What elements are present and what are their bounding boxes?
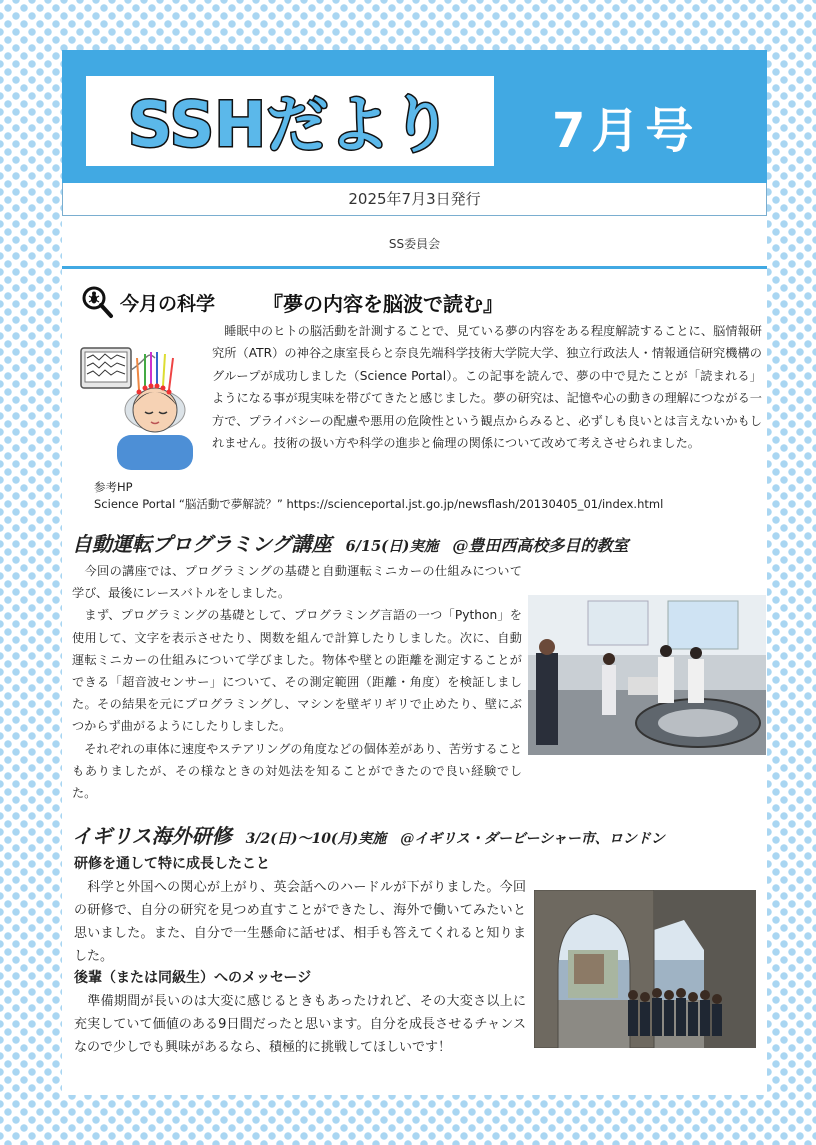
uk-subheading-growth: 研修を通して特に成長したこと: [74, 856, 270, 872]
science-section-title: [80, 286, 503, 318]
issue-date: 2025年7月3日発行: [62, 183, 767, 216]
newsletter-page: [62, 50, 767, 1095]
science-body: 睡眠中のヒトの脳活動を計測することで、見ている夢の内容をある程度解読することに、脳情報研究所（ATR）の神谷之康室長らと奈良先端科学技術大学院大学、独立行政法人・情報通信研究機構のグループが成功しました（Science Portal）。この記事を読んで、夢の中で見たことが「読まれる」ようになる事が現実味を帯びてきたと感じました。夢の研究は、記憶や心の動きの理解につながる一方で、プライバシーの配慮や悪用の危険性という観点からみると、必ずしも良いとは言えないかもしれません。技術の扱い方や科学の進歩と倫理の関係について改めて考えさせられました。: [212, 324, 762, 451]
logo: [86, 76, 494, 166]
header-banner: [62, 50, 767, 183]
programming-date: 6/15(日)実施: [345, 538, 439, 555]
classroom-photo: [528, 595, 766, 755]
brain-scan-person-illustration: [77, 340, 197, 470]
divider: [62, 266, 767, 269]
issue-label: 7月号: [552, 103, 700, 159]
science-label: 今月の科学: [120, 292, 216, 315]
uk-body-message: 準備期間が長いのは大変に感じるときもあったけれど、その大変さ以上に充実していて価値のある9日間だったと思います。自分を成長させるチャンスなので少しでも興味があるなら、積極的に挑戦してほしいです！: [74, 994, 526, 1055]
science-topic: 『夢の内容を脳波で読む』: [263, 291, 504, 316]
programming-place: @豊田西高校多目的教室: [452, 536, 629, 555]
uk-place: @イギリス・ダービーシャー市、ロンドン: [400, 831, 665, 847]
group-photo-arch: [534, 890, 756, 1048]
uk-body-growth: 科学と外国への関心が上がり、英会話へのハードルが下がりました。今回の研修で、自分の研究を見つめ直すことができたし、海外で働いてみたいと思いました。また、自分で一生懸命に話せば、相手も答えてくれると知りました。: [74, 880, 526, 964]
reference-label: 参考HP: [94, 480, 133, 494]
magnifier-bug-icon: [80, 285, 114, 319]
uk-subheading-message: 後輩（または同級生）へのメッセージ: [74, 970, 312, 986]
committee-name: SS委員会: [388, 237, 441, 251]
programming-body: 今回の講座では、プログラミングの基礎と自動運転ミニカーの仕組みについて学び、最後にレースバトルをしました。 まず、プログラミングの基礎として、プログラミング言語の一つ「Python」を使用して、文字を表示させたり、関数を組んで計算したりしました。次に、自動運転ミニカーの仕組みについて学びました。物体や壁との距離を測定することができる「超音波センサー」について、その測定範囲（距離・角度）を検証しました。その結果を元にプログラミングし、マシンを壁ギリギリで止めたり、壁にぶつからず曲がるようにしたりしました。 それぞれの車体に速度やステアリングの角度などの個体差があり、苦労することもありましたが、その様なときの対処法を知ることができたので良い経験でした。: [72, 564, 522, 801]
uk-title: イギリス海外研修: [72, 824, 232, 848]
reference-link[interactable]: Science Portal “脳活動で夢解読？” https://scienceportal.jst.go.jp/newsflash/20130405_01/index.html: [94, 497, 664, 511]
uk-section-title: [72, 820, 665, 849]
programming-title: 自動運転プログラミング講座: [72, 532, 332, 556]
uk-date: 3/2(日)～10(月)実施: [245, 831, 387, 847]
logo-art: [86, 76, 494, 166]
logo-text: SSHだより: [127, 88, 453, 161]
programming-section-title: [72, 528, 628, 557]
